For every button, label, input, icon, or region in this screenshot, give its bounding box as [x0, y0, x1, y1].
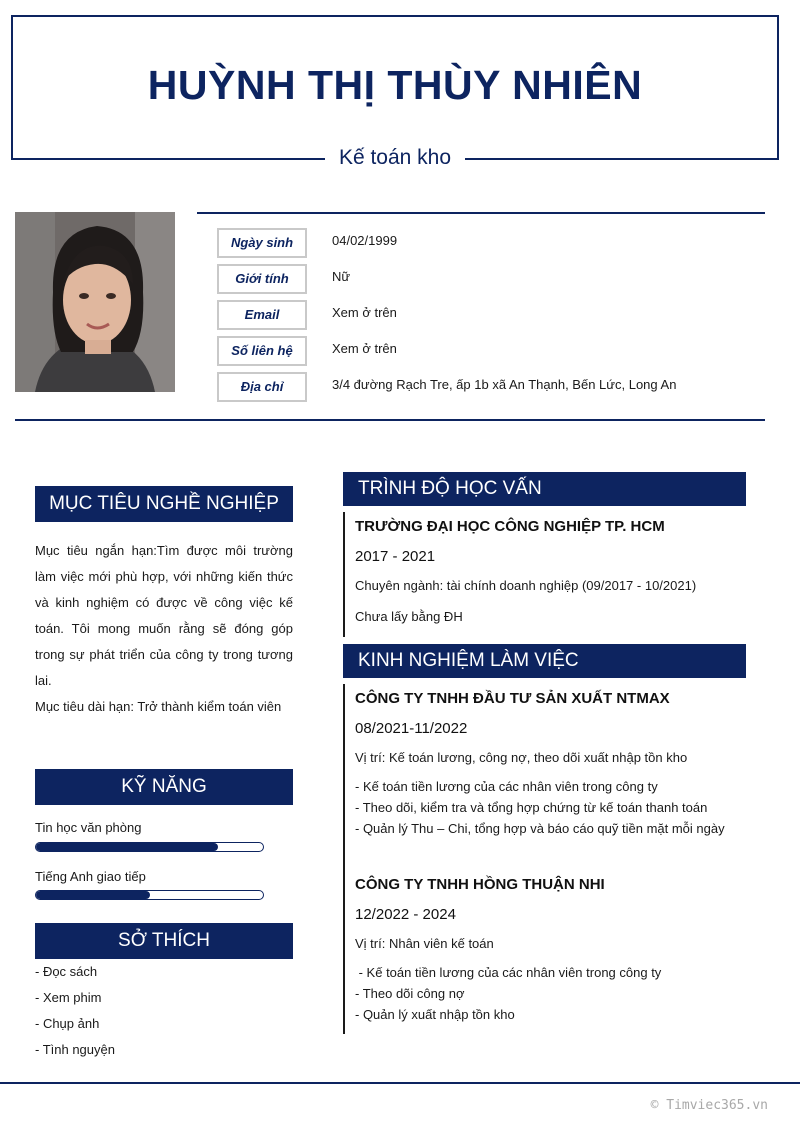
- value-birthdate: 04/02/1999: [332, 233, 398, 248]
- label-phone: Số liên hệ: [217, 336, 307, 366]
- hobby-item: - Chụp ảnh: [35, 1016, 100, 1031]
- education-period: 2017 - 2021: [355, 548, 436, 565]
- info-bottom-divider: [15, 419, 765, 421]
- label-address: Địa chỉ: [217, 372, 307, 402]
- experience-timeline-line: [343, 684, 345, 1034]
- label-email: Email: [217, 300, 307, 330]
- copyright-text: © Timviec365.vn: [650, 1098, 768, 1113]
- profile-photo: [15, 212, 175, 392]
- job-duty: - Quản lý xuất nhập tồn kho: [355, 1007, 515, 1022]
- job-period: 08/2021-11/2022: [355, 720, 468, 737]
- job-duty: - Theo dõi, kiểm tra và tổng hợp chứng từ kế toán thanh toán: [355, 800, 708, 815]
- value-gender: Nữ: [332, 269, 351, 284]
- objective-short-term: Mục tiêu ngắn hạn:Tìm được môi trường làm việc mới phù hợp, với những kiến thức và kinh nghiệm có được về công việc kế toán. Tôi mong muốn rằng sẽ đóng góp trong sự phát triển của công ty trong tương lai.: [35, 543, 293, 688]
- hobby-item: - Đọc sách: [35, 964, 98, 979]
- skill-bar: [35, 890, 264, 900]
- education-major: Chuyên ngành: tài chính doanh nghiệp (09/2017 - 10/2021): [355, 578, 697, 593]
- footer-divider: [0, 1082, 800, 1084]
- job-duty: - Quản lý Thu – Chi, tổng hợp và báo cáo quỹ tiền mặt mỗi ngày: [355, 821, 725, 836]
- school-name: TRƯỜNG ĐẠI HỌC CÔNG NGHIỆP TP. HCM: [355, 518, 665, 535]
- education-note: Chưa lấy bằng ĐH: [355, 609, 463, 624]
- skill-bar-fill: [36, 891, 150, 899]
- candidate-name: HUỲNH THỊ THÙY NHIÊN: [147, 62, 643, 108]
- skills-heading: KỸ NĂNG: [35, 769, 293, 805]
- value-phone: Xem ở trên: [332, 341, 397, 356]
- education-timeline-line: [343, 512, 345, 637]
- job-position: Vị trí: Kế toán lương, công nợ, theo dõi xuất nhập tồn kho: [355, 750, 688, 765]
- experience-heading: KINH NGHIỆM LÀM VIỆC: [343, 644, 746, 678]
- hobby-item: - Xem phim: [35, 990, 102, 1005]
- job-duty: - Kế toán tiền lương của các nhân viên trong công ty: [355, 779, 658, 794]
- job-period: 12/2022 - 2024: [355, 906, 456, 923]
- info-top-divider: [197, 212, 765, 214]
- objective-long-term: Mục tiêu dài hạn: Trở thành kiểm toán viên: [35, 699, 282, 714]
- job-duty: - Theo dõi công nợ: [355, 986, 465, 1001]
- hobbies-heading: SỞ THÍCH: [35, 923, 293, 959]
- value-address: 3/4 đường Rạch Tre, ấp 1b xã An Thạnh, Bến Lức, Long An: [332, 377, 677, 392]
- label-birthdate: Ngày sinh: [217, 228, 307, 258]
- skill-name: Tin học văn phòng: [35, 820, 142, 835]
- hobby-item: - Tình nguyện: [35, 1042, 115, 1057]
- objective-heading: MỤC TIÊU NGHỀ NGHIỆP: [35, 486, 293, 522]
- job-company: CÔNG TY TNHH HỒNG THUẬN NHI: [355, 876, 605, 893]
- job-company: CÔNG TY TNHH ĐẦU TƯ SẢN XUẤT NTMAX: [355, 690, 670, 707]
- education-heading: TRÌNH ĐỘ HỌC VẤN: [343, 472, 746, 506]
- avatar-icon: [15, 212, 175, 392]
- value-email: Xem ở trên: [332, 305, 397, 320]
- skill-name: Tiếng Anh giao tiếp: [35, 869, 146, 884]
- skill-bar: [35, 842, 264, 852]
- job-position: Vị trí: Nhân viên kế toán: [355, 936, 494, 951]
- job-title: Kế toán kho: [325, 144, 465, 172]
- label-gender: Giới tính: [217, 264, 307, 294]
- job-duty: - Kế toán tiền lương của các nhân viên trong công ty: [355, 965, 662, 980]
- skill-bar-fill: [36, 843, 218, 851]
